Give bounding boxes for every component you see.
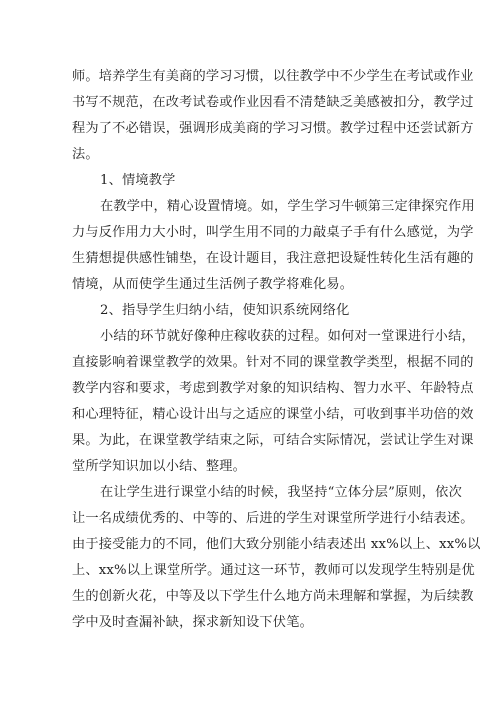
text-line: 力与反作用力大小时，叫学生用不同的力敲桌子手有什么感觉，为学 (72, 225, 474, 240)
text-line: 书写不规范，在改考试卷或作业因看不清楚缺乏美感被扣分，教学过 (72, 95, 474, 110)
text-line: 生猜想提供感性铺垫，在设计题目，我注意把设疑性转化生活有趣的 (72, 251, 474, 266)
text-line: 直接影响着课堂教学的效果。针对不同的课堂教学类型，根据不同的 (72, 355, 474, 370)
text-line: 堂所学知识加以小结、整理。 (72, 459, 247, 474)
text-line: 在让学生进行课堂小结的时候，我坚持“立体分层”原则，依次 (100, 485, 462, 500)
text-line: 在教学中，精心设置情境。如，学生学习牛顿第三定律探究作用 (100, 199, 475, 214)
text-line: 上、xx%以上课堂所学。通过这一环节，教师可以发现学生特别是优 (72, 563, 475, 578)
text-line: 让一名成绩优秀的、中等的、后进的学生对课堂所学进行小结表述。 (72, 511, 474, 526)
text-line: 小结的环节就好像种庄稼收获的过程。如何对一堂课进行小结， (100, 329, 475, 344)
text-line: 师。培养学生有美商的学习习惯，以往教学中不少学生在考试或作业 (72, 69, 474, 84)
text-line: 情境，从而使学生通过生活例子教学将难化易。 (72, 277, 354, 292)
text-line: 生的创新火花，中等及以下学生什么地方尚未理解和掌握，为后续教 (72, 589, 474, 604)
text-line: 果。为此，在课堂教学结束之际，可结合实际情况，尝试让学生对课 (72, 433, 474, 448)
text-line: 教学内容和要求，考虑到教学对象的知识结构、智力水平、年龄特点 (72, 381, 474, 396)
text-line: 法。 (72, 147, 99, 162)
text-line: 程为了不必错误，强调形成美商的学习习惯。教学过程中还尝试新方 (72, 121, 474, 136)
section-heading-1: 1、情境教学 (100, 173, 176, 188)
text-line: 由于接受能力的不同，他们大致分别能小结表述出 xx%以上、xx%以 (72, 537, 481, 552)
section-heading-2: 2、指导学生归纳小结，使知识系统网络化 (100, 303, 350, 318)
text-line: 和心理特征，精心设计出与之适应的课堂小结，可收到事半功倍的效 (72, 407, 474, 422)
text-line: 学中及时查漏补缺，探求新知设下伏笔。 (72, 615, 313, 630)
